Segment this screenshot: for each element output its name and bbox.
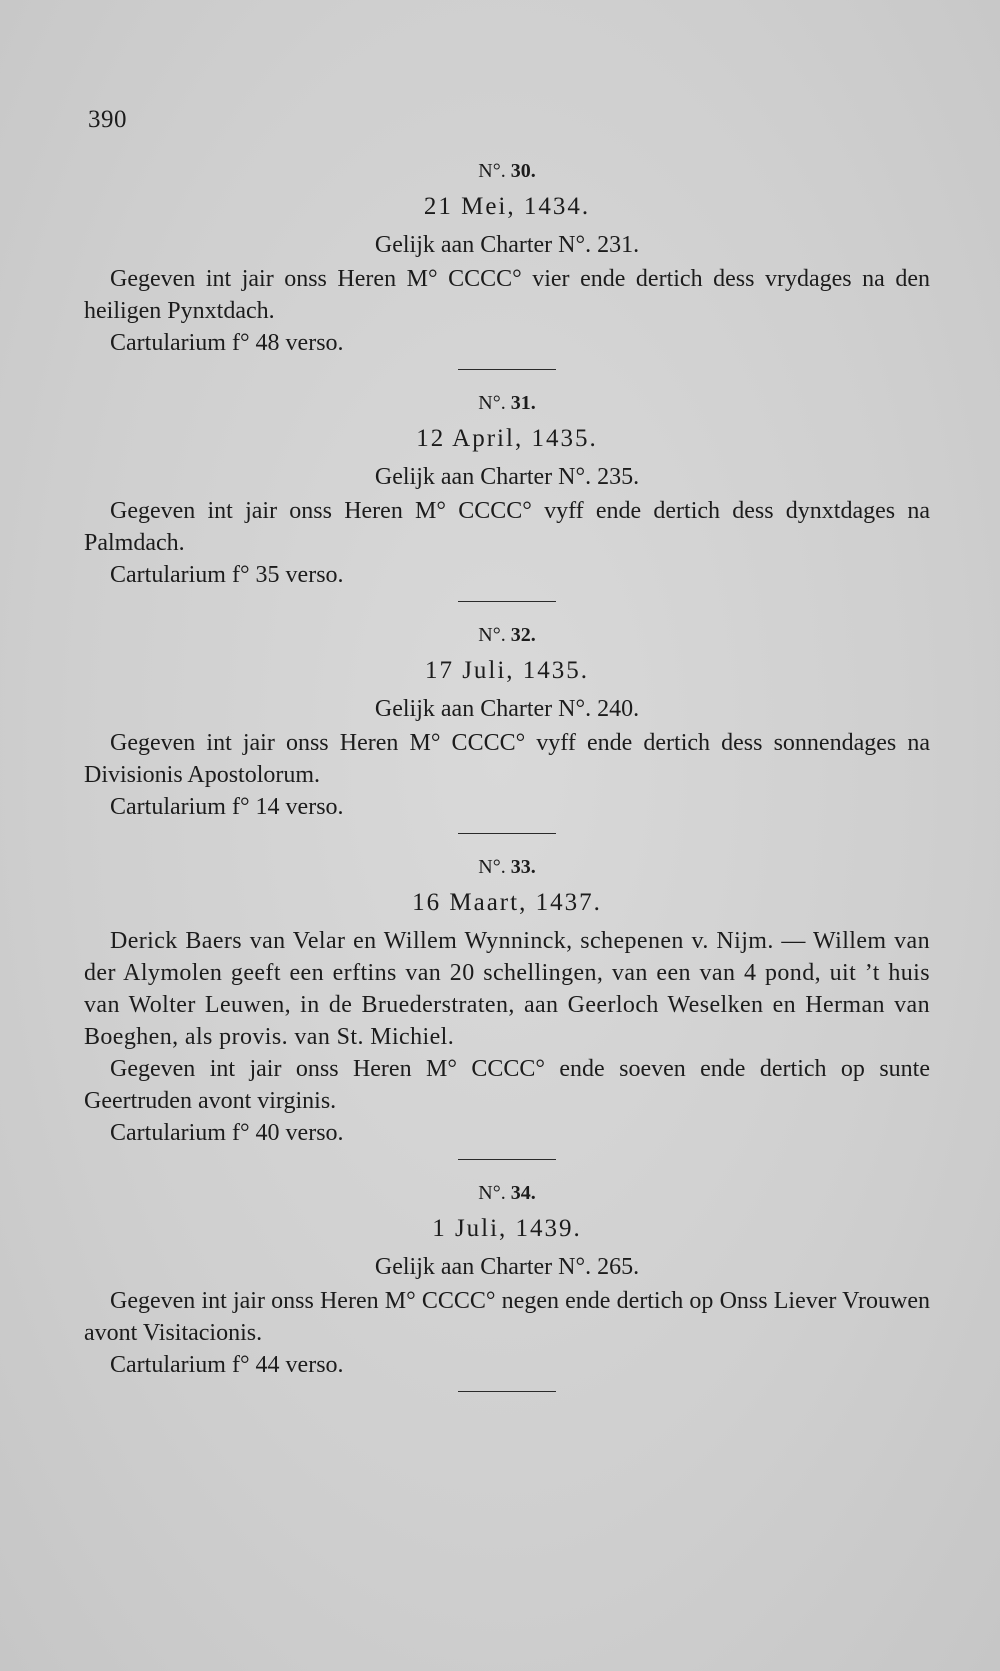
entry-source: Cartularium f° 44 verso.: [110, 1352, 344, 1378]
entry-date: 21 Mei, 1434.: [423, 193, 591, 220]
entry-reference: Gelijk aan Charter N°. 231.: [374, 232, 640, 258]
entry-30: [84, 158, 930, 370]
entry-source: Cartularium f° 40 verso.: [110, 1120, 344, 1146]
section-divider: [458, 601, 556, 602]
entry-number-value: 33.: [510, 856, 536, 878]
entry-number: [84, 1180, 930, 1206]
entry-number-value: 34.: [510, 1182, 536, 1204]
entry-date: 12 April, 1435.: [416, 425, 598, 452]
entry-source: Cartularium f° 14 verso.: [110, 794, 344, 820]
entry-reference: Gelijk aan Charter N°. 265.: [374, 1254, 640, 1280]
entry-number-label: N°.: [478, 392, 506, 414]
entry-number-value: 30.: [510, 160, 536, 182]
entry-text: Gegeven int jair onss Heren M° CCCC° vyff ende dertich dess sonnendages na Divisionis Apostolorum.: [84, 730, 930, 788]
section-divider: [458, 1391, 556, 1392]
entry-reference: Gelijk aan Charter N°. 240.: [374, 696, 640, 722]
entry-summary: Derick Baers van Velar en Willem Wynninck, schepenen v. Nijm. — Willem van der Alymolen geeft een erftins van 20 schellingen, van een van 4 pond, uit ’t huis van Wolter Leuwen, in de Bruederstraten, aan Geerloch Weselken en Herman van Boeghen, als provis. van St. Michiel.: [84, 928, 930, 1050]
entry-number-label: N°.: [478, 160, 506, 182]
entry-34: [84, 1180, 930, 1392]
entry-date: 1 Juli, 1439.: [432, 1215, 582, 1242]
page-number: 390: [88, 106, 127, 133]
entry-date: 16 Maart, 1437.: [412, 889, 602, 916]
entry-number: [84, 390, 930, 416]
entry-number-label: N°.: [478, 856, 506, 878]
entry-number-label: N°.: [478, 1182, 506, 1204]
entry-text: Gegeven int jair onss Heren M° CCCC° ende soeven ende dertich op sunte Geertruden avont virginis.: [84, 1056, 930, 1114]
entry-31: [84, 390, 930, 602]
entry-number-value: 32.: [510, 624, 536, 646]
entry-source: Cartularium f° 35 verso.: [110, 562, 344, 588]
entry-reference: Gelijk aan Charter N°. 235.: [374, 464, 640, 490]
entry-number: [84, 854, 930, 880]
entry-32: [84, 622, 930, 834]
page-content: [84, 158, 930, 1412]
entry-text: Gegeven int jair onss Heren M° CCCC° vyff ende dertich dess dynxtdages na Palmdach.: [84, 498, 930, 556]
entry-number-value: 31.: [510, 392, 536, 414]
entry-text: Gegeven int jair onss Heren M° CCCC° negen ende dertich op Onss Liever Vrouwen avont Visitacionis.: [84, 1288, 930, 1346]
entry-text: Gegeven int jair onss Heren M° CCCC° vier ende dertich dess vrydages na den heiligen Pynxtdach.: [84, 266, 930, 324]
entry-number: [84, 158, 930, 184]
entry-number-label: N°.: [478, 624, 506, 646]
entry-number: [84, 622, 930, 648]
entry-date: 17 Juli, 1435.: [424, 657, 590, 684]
section-divider: [458, 369, 556, 370]
section-divider: [458, 1159, 556, 1160]
section-divider: [458, 833, 556, 834]
entry-33: [84, 854, 930, 1160]
entry-source: Cartularium f° 48 verso.: [110, 330, 344, 356]
